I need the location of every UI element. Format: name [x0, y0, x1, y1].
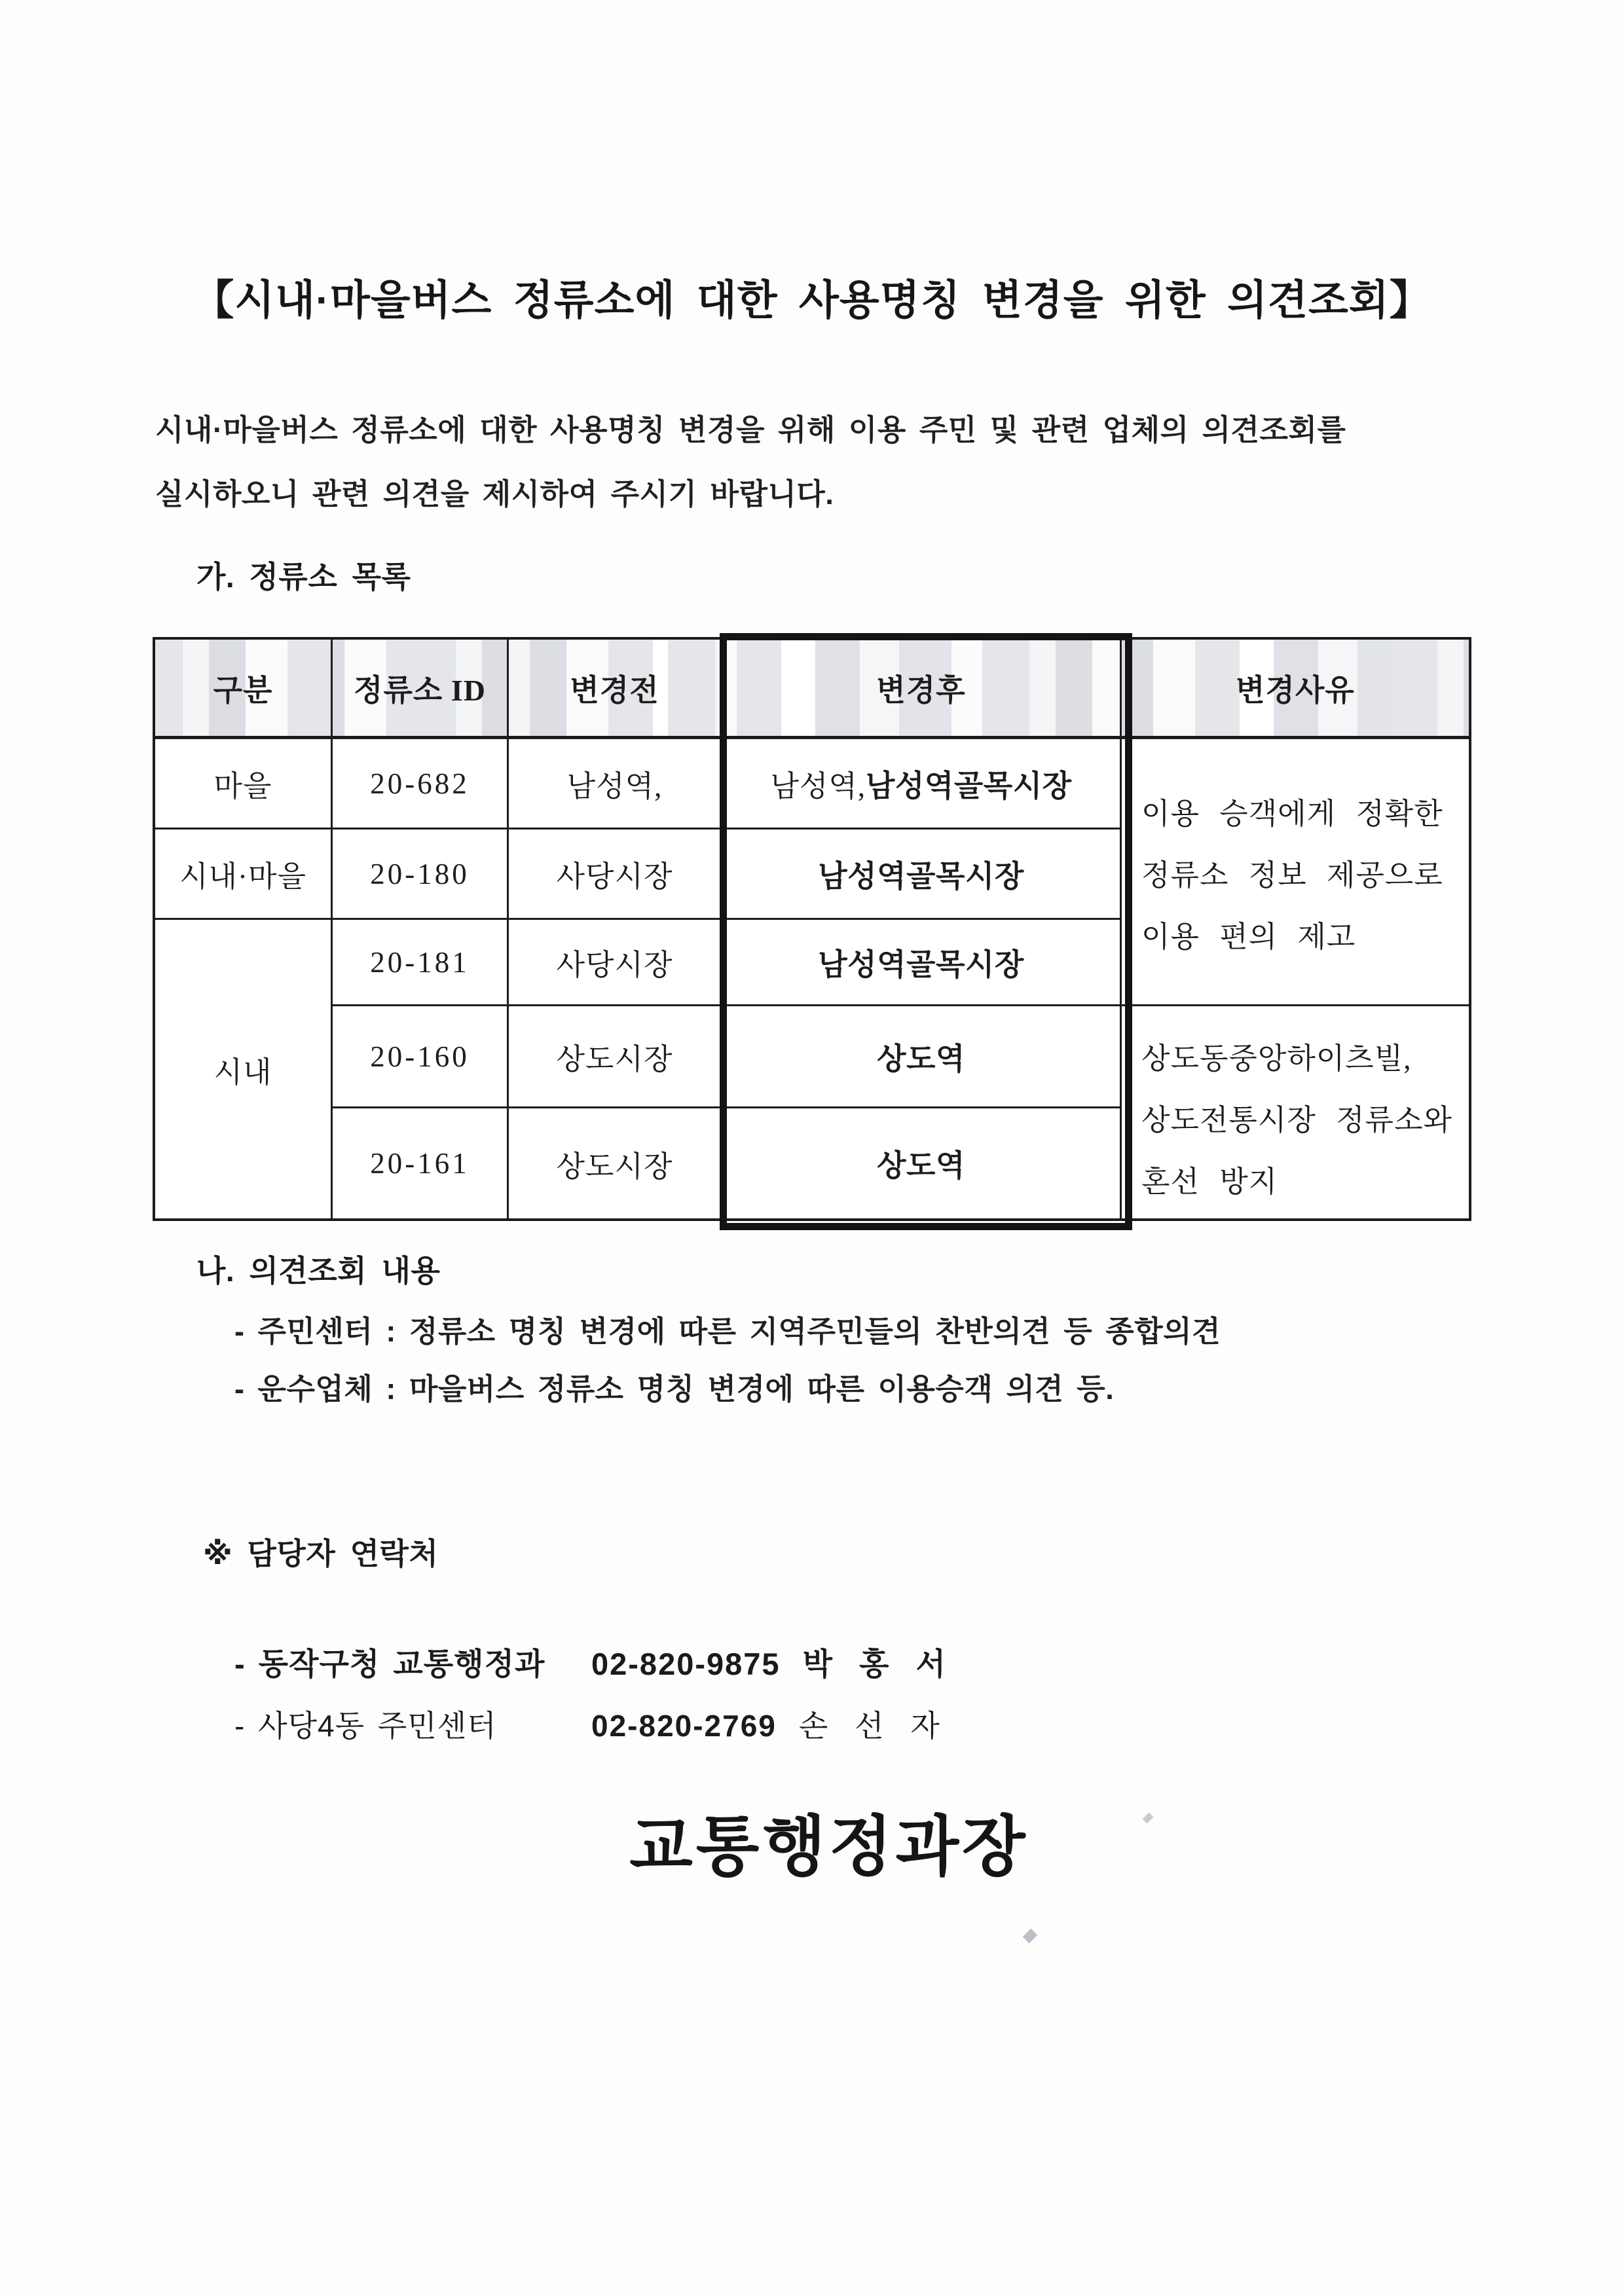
reason-line: 상도전통시장 정류소와	[1141, 1104, 1452, 1137]
stop-list-table	[153, 637, 1471, 1221]
contact-phone: 02-820-9875	[591, 1647, 781, 1681]
section-a-heading: 가. 정류소 목록	[196, 560, 411, 594]
cell-after-name: 남성역골목시장	[722, 920, 1122, 1006]
cell-before-name: 남성역,	[509, 739, 722, 829]
contact-label: - 사당4동 주민센터	[234, 1709, 497, 1743]
col-header-reason: 변경사유	[1122, 640, 1469, 739]
reason-line: 혼선 방지	[1141, 1165, 1278, 1198]
after-name-prefix: 남성역,	[770, 770, 866, 803]
contact-heading: ※ 담당자 연락처	[203, 1537, 439, 1571]
cell-after-name: 상도역	[722, 1108, 1122, 1218]
reason-line: 이용 승객에게 정확한	[1141, 797, 1443, 830]
scan-speck	[1023, 1929, 1038, 1944]
cell-after-name: 남성역골목시장	[722, 829, 1122, 920]
cell-category-merged: 시내	[155, 920, 333, 1218]
cell-before-name: 사당시장	[509, 829, 722, 920]
reason-line: 정류소 정보 제공으로	[1141, 858, 1443, 892]
section-b-item-unsu-upche: - 운수업체 : 마을버스 정류소 명칭 변경에 따른 이용승객 의견 등.	[234, 1372, 1115, 1406]
contact-person-name: 박 홍 서	[802, 1647, 955, 1681]
cell-before-name: 상도시장	[509, 1108, 722, 1218]
cell-before-name: 상도시장	[509, 1006, 722, 1108]
intro-line-2: 실시하오니 관련 의견을 제시하여 주시기 바랍니다.	[155, 477, 834, 511]
reason-line: 상도동중앙하이츠빌,	[1141, 1042, 1412, 1075]
col-header-after: 변경후	[722, 640, 1122, 739]
col-header-category: 구분	[155, 640, 333, 739]
contact-person-name: 손 선 자	[798, 1709, 949, 1743]
intro-line-1: 시내·마을버스 정류소에 대한 사용명칭 변경을 위해 이용 주민 및 관련 업체의 의견조회를	[155, 413, 1346, 446]
cell-after-name	[722, 739, 1122, 829]
section-b-heading: 나. 의견조회 내용	[196, 1254, 441, 1288]
cell-stop-id: 20-161	[333, 1108, 509, 1218]
cell-reason-1	[1122, 739, 1469, 1006]
reason-line: 이용 편의 제고	[1141, 920, 1356, 953]
intro-paragraph	[155, 398, 1485, 526]
cell-after-name: 상도역	[722, 1006, 1122, 1108]
col-header-before: 변경전	[509, 640, 722, 739]
cell-reason-2	[1122, 1006, 1469, 1218]
cell-before-name: 사당시장	[509, 920, 722, 1006]
contact-entry-traffic-division	[234, 1640, 955, 1684]
after-name-bold: 남성역골목시장	[866, 769, 1072, 803]
cell-category: 시내·마을	[155, 829, 333, 920]
cell-stop-id: 20-682	[333, 739, 509, 829]
cell-stop-id: 20-180	[333, 829, 509, 920]
cell-stop-id: 20-181	[333, 920, 509, 1006]
cell-category: 마을	[155, 739, 333, 829]
signature-title: 교통행정과장	[629, 1810, 1029, 1884]
contact-phone: 02-820-2769	[591, 1709, 777, 1743]
section-b-item-jumin-center: - 주민센터 : 정류소 명칭 변경에 따른 지역주민들의 찬반의견 등 종합의견	[234, 1315, 1221, 1348]
col-header-stop-id: 정류소 ID	[333, 640, 509, 739]
document-title: 【시내·마을버스 정류소에 대한 사용명칭 변경을 위한 의견조회】	[193, 278, 1431, 323]
cell-stop-id: 20-160	[333, 1006, 509, 1108]
contact-entry-community-center	[234, 1702, 949, 1745]
contact-label: - 동작구청 교통행정과	[234, 1647, 545, 1681]
